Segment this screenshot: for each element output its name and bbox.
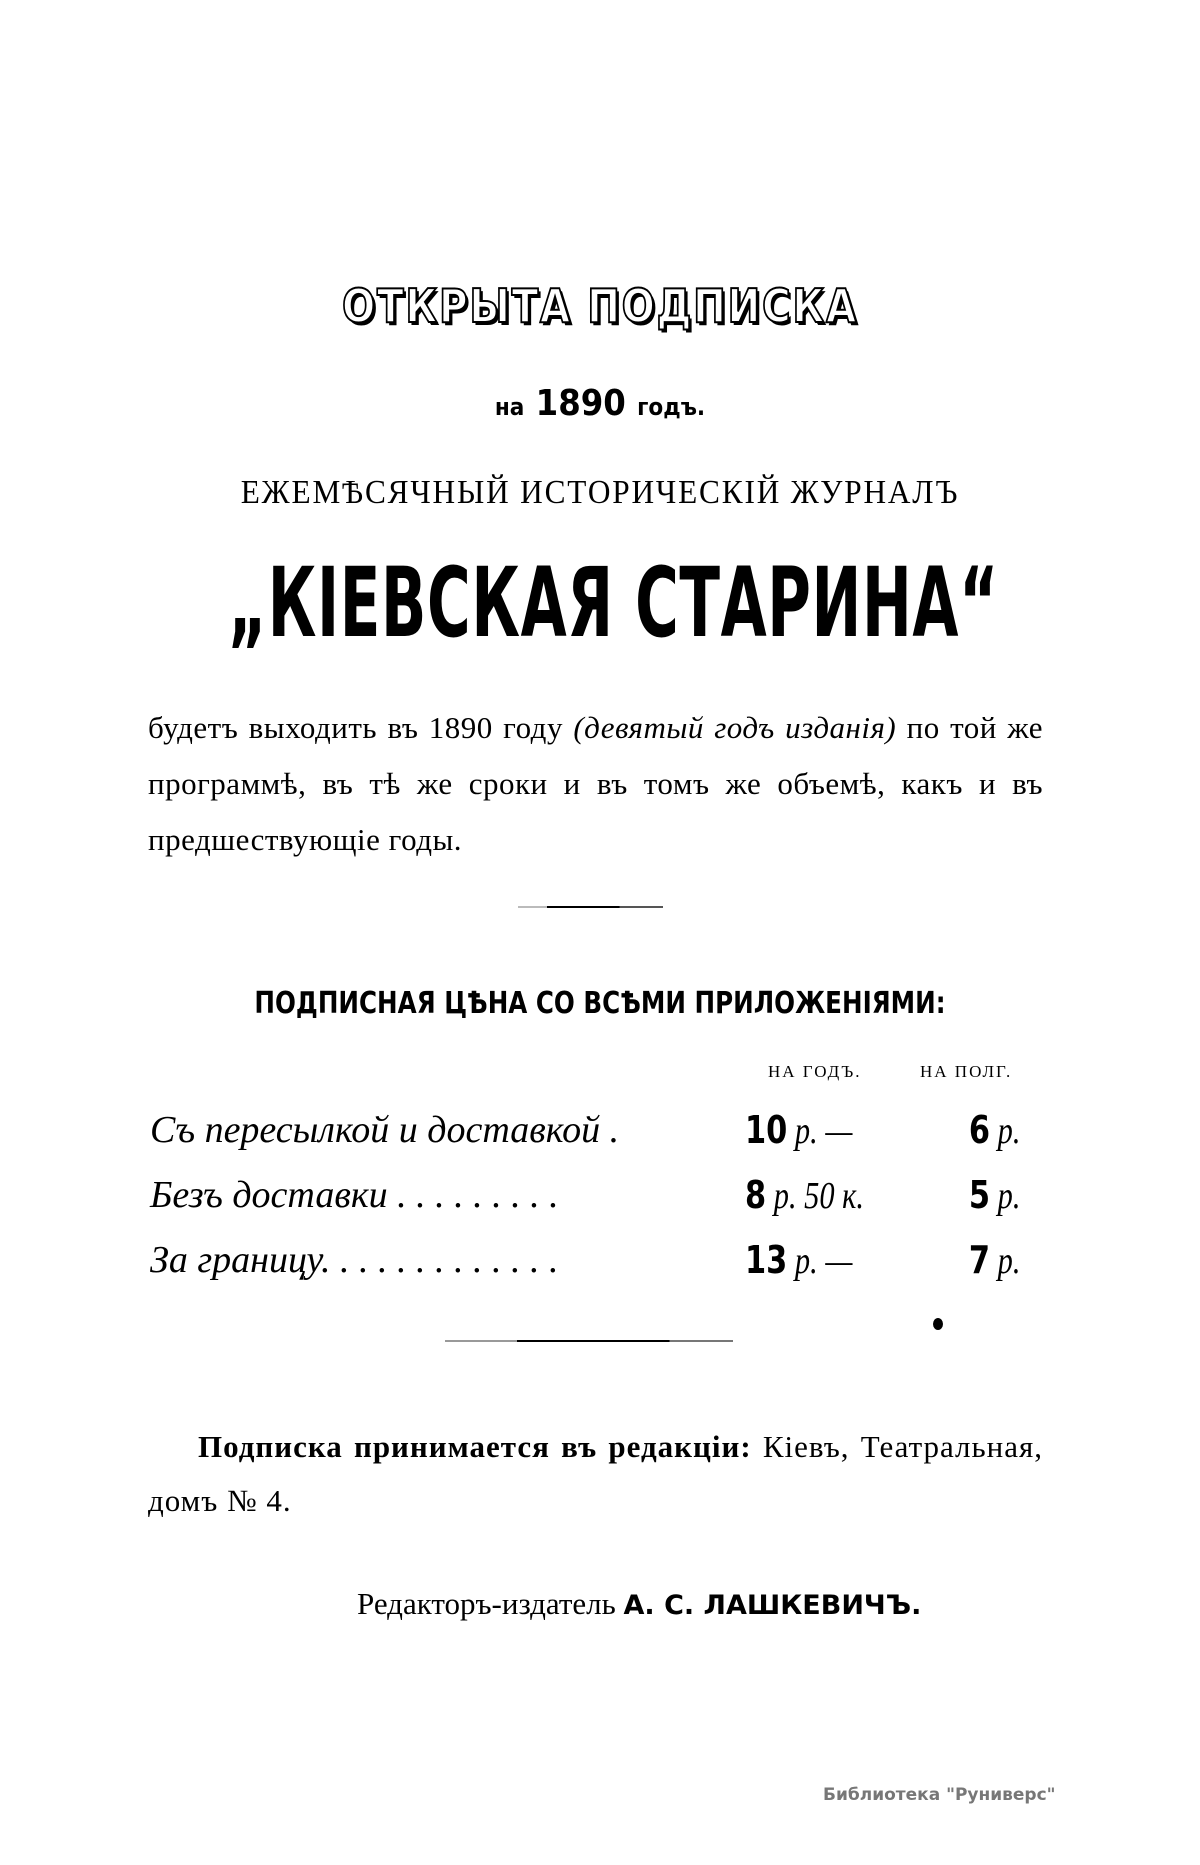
year-prefix: на <box>494 393 525 421</box>
intro-text: будетъ выходить въ 1890 году <box>148 710 574 745</box>
editor-line <box>357 1586 921 1622</box>
price-row-label: Безъ доставки . . . . . . . . . <box>150 1174 559 1216</box>
price-year: 10 р. — <box>745 1108 853 1152</box>
price-row-label: За границу. . . . . . . . . . . . . <box>150 1239 559 1281</box>
price-row-label: Съ пересылкой и доставкой . <box>150 1109 620 1151</box>
address-text: Кіевъ, Театральная, домъ № 4. <box>148 1429 1043 1518</box>
editor-name: А. С. ЛАШКЕВИЧЪ. <box>623 1590 922 1621</box>
ink-dot <box>933 1318 943 1330</box>
divider <box>445 1340 733 1342</box>
price-year: 8 р. 50 к. <box>745 1173 864 1217</box>
subscription-open-heading: ОТКРЫТА ПОДПИСКА <box>342 279 858 333</box>
intro-paragraph <box>148 700 1043 868</box>
price-half: 5 р. <box>968 1173 1020 1217</box>
intro-italic: (девятый годъ изданія) <box>573 710 897 745</box>
price-year: 13 р. — <box>745 1238 853 1282</box>
year-line <box>60 382 1140 429</box>
journal-type: ЕЖЕМѢСЯЧНЫЙ ИСТОРИЧЕСКІЙ ЖУРНАЛЪ <box>240 474 960 511</box>
price-heading: ПОДПИСНАЯ ЦѢНА СО ВСѢМИ ПРИЛОЖЕНІЯМИ: <box>254 986 946 1021</box>
price-row <box>150 1105 1020 1165</box>
column-header-half: НА ПОЛГ. <box>920 1062 1013 1081</box>
price-row <box>150 1235 1020 1295</box>
journal-title: „КІЕВСКАЯ СТАРИНА“ <box>228 547 999 659</box>
intro-text-end: по той же программѣ, въ тѣ же сроки и въ томъ же объемѣ, какъ и въ предшествующіе годы. <box>148 710 1043 857</box>
year-suffix: годъ. <box>637 393 706 421</box>
price-half: 7 р. <box>968 1238 1020 1282</box>
subscription-address <box>148 1420 1043 1528</box>
year: 1890 <box>535 383 626 424</box>
library-credit: Библиотека "Руниверс" <box>823 1785 1056 1805</box>
price-row <box>150 1170 1020 1230</box>
price-half: 6 р. <box>968 1108 1020 1152</box>
address-bold: Подписка принимается въ редакціи: <box>198 1429 752 1464</box>
divider <box>518 906 663 908</box>
editor-label: Редакторъ-издатель <box>357 1586 624 1621</box>
column-header-year: НА ГОДЪ. <box>768 1062 862 1081</box>
